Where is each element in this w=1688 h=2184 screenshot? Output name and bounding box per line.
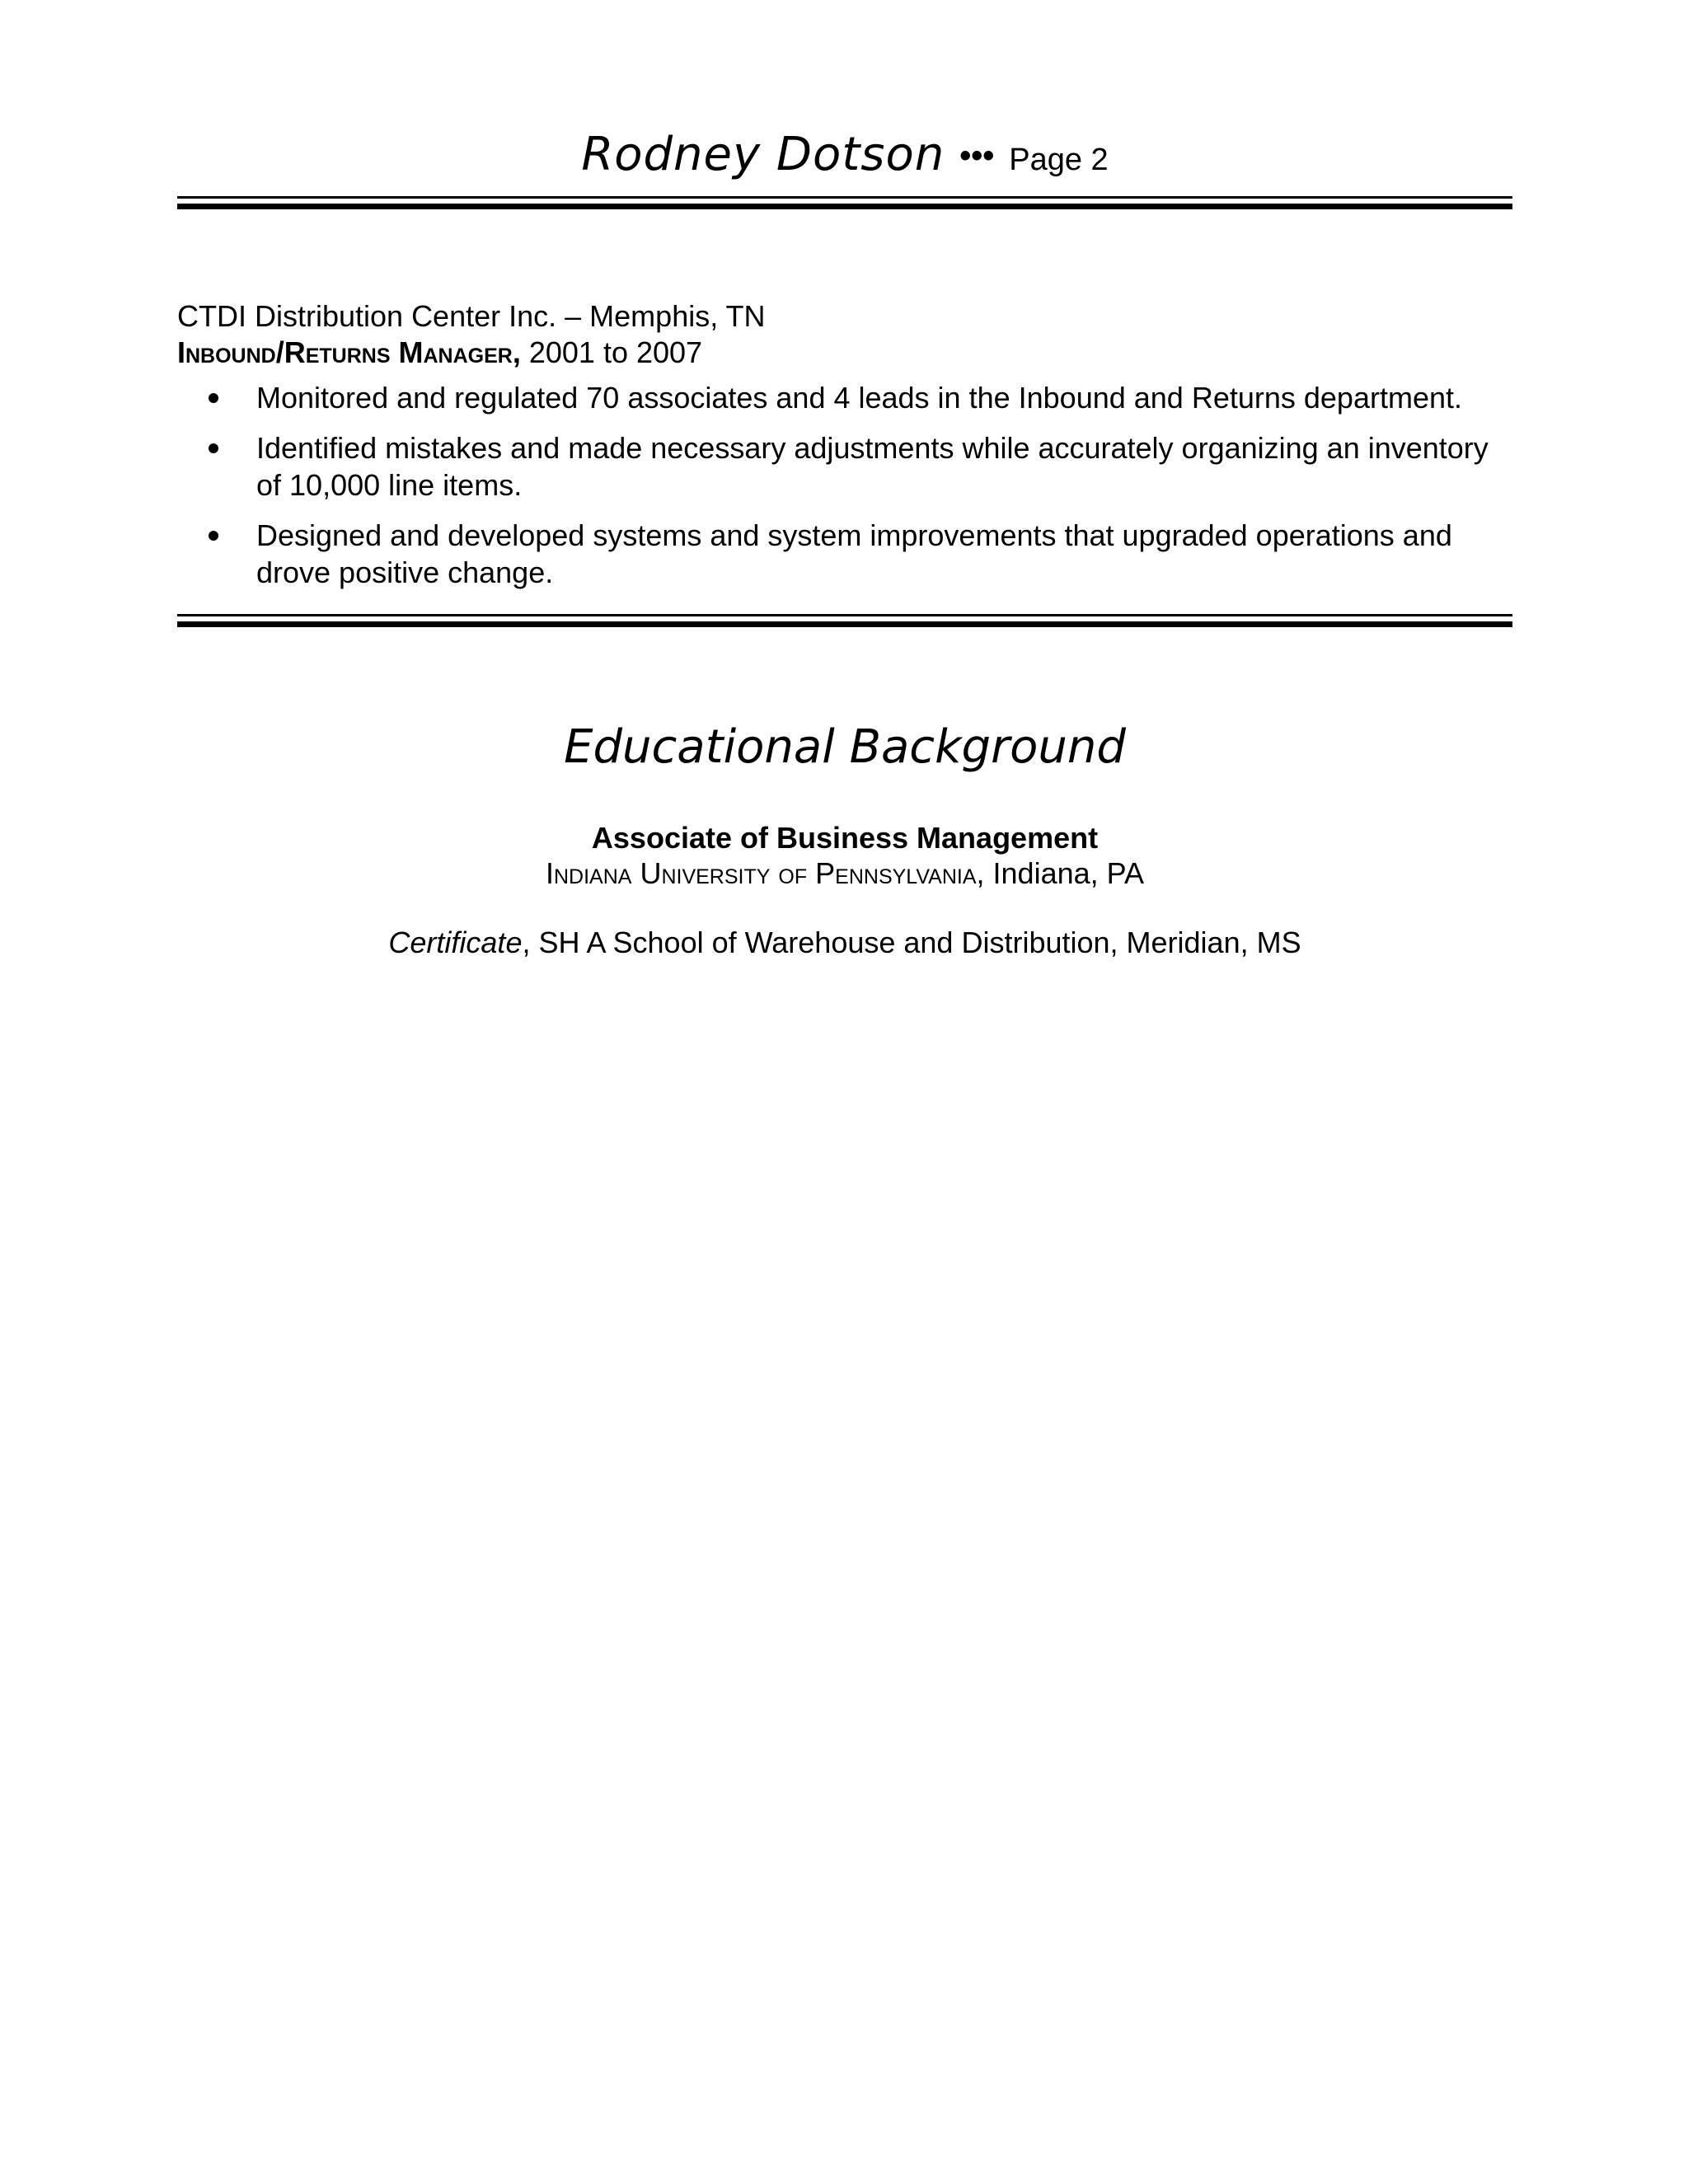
company-line: CTDI Distribution Center Inc. – Memphis, TN	[177, 299, 766, 333]
header-divider	[177, 196, 1512, 209]
job-bullet-list	[177, 379, 1521, 591]
certificate-line	[177, 925, 1512, 961]
experience-entry	[177, 298, 1521, 604]
education-heading: Educational Background	[564, 720, 1126, 774]
list-item: Monitored and regulated 70 associates and 4 leads in the Inbound and Returns department.	[256, 379, 1521, 416]
list-item: Identified mistakes and made necessary adjustments while accurately organizing an inventory of 10,000 line items.	[256, 429, 1521, 504]
school-line	[177, 855, 1512, 892]
header-name: Rodney Dotson	[581, 128, 945, 181]
degree-title: Associate of Business Management	[591, 821, 1099, 855]
certificate-detail: , SH A School of Warehouse and Distribution, Meridian, MS	[522, 926, 1301, 959]
bullet-icon	[209, 531, 218, 541]
job-title-line	[177, 335, 1521, 371]
section-divider	[177, 614, 1512, 627]
job-dates: 2001 to 2007	[528, 335, 703, 369]
job-title: Inbound/Returns Manager,	[177, 335, 521, 369]
bullet-icon	[209, 393, 218, 403]
page-number-label: Page 2	[1009, 143, 1109, 177]
page-header	[177, 128, 1512, 181]
list-item: Designed and developed systems and system improvements that upgraded operations and drove positive change.	[256, 517, 1521, 591]
school-location: , Indiana, PA	[976, 856, 1144, 890]
header-separator: •••	[959, 138, 995, 174]
bullet-icon	[209, 443, 218, 453]
school-name: Indiana University of Pennsylvania	[546, 856, 977, 890]
certificate-label: Certificate	[388, 926, 523, 959]
